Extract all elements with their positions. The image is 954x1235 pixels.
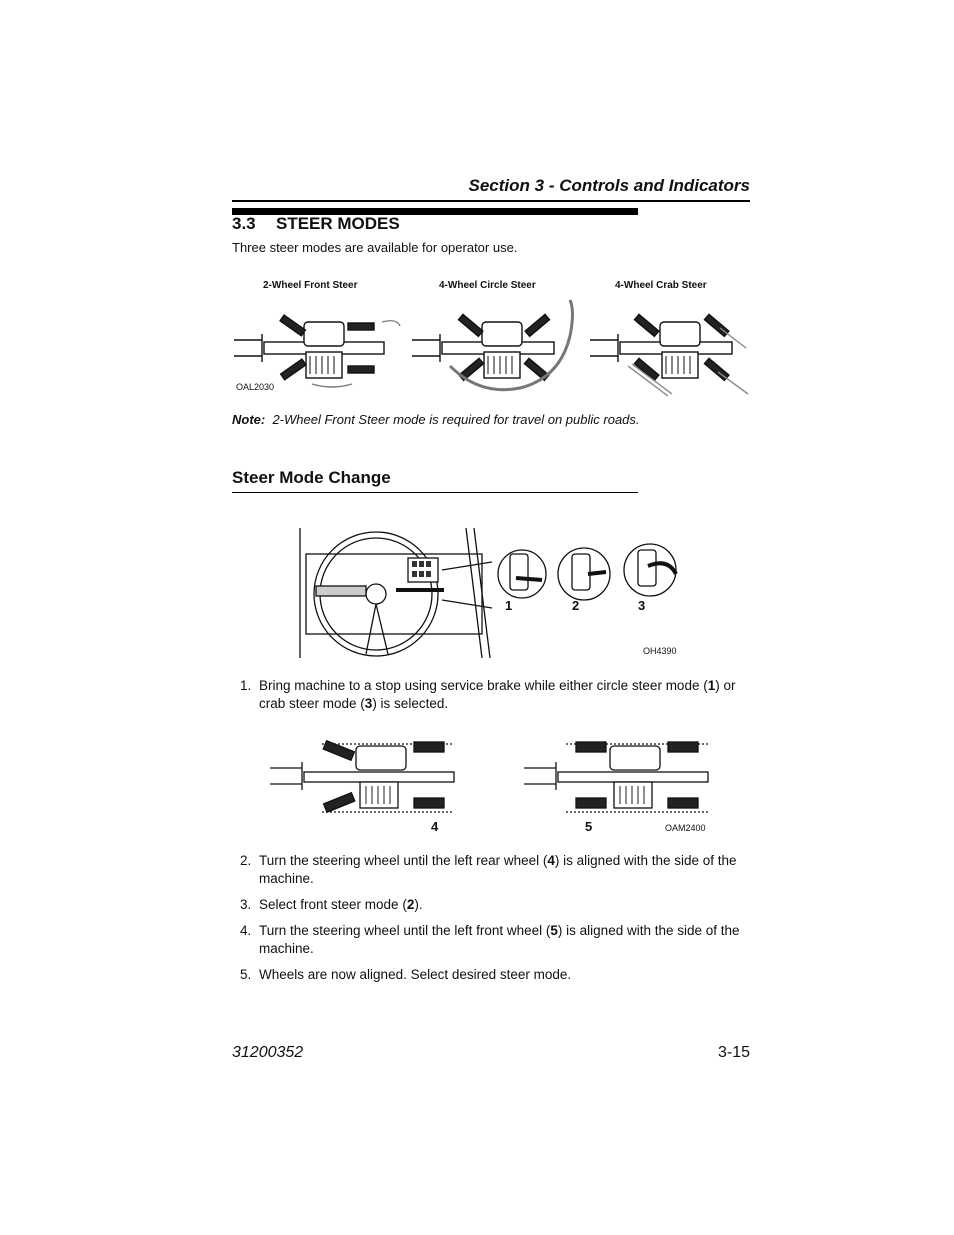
figure2-code: OH4390 xyxy=(643,646,677,656)
section-heading xyxy=(232,214,400,234)
subsection-rule xyxy=(232,492,638,493)
section-header: Section 3 - Controls and Indicators xyxy=(468,176,750,195)
step-1-ref-3: 3 xyxy=(364,695,373,711)
step-3-text-c: ). xyxy=(414,897,423,912)
page-number: 3-15 xyxy=(717,1044,750,1061)
section-title: STEER MODES xyxy=(276,214,400,233)
callout-5: 5 xyxy=(585,819,593,834)
step-4-text-a: Turn the steering wheel until the left front wheel ( xyxy=(259,923,551,938)
callout-2: 2 xyxy=(572,598,580,613)
subsection-heading: Steer Mode Change xyxy=(232,468,391,487)
front-steer-machine xyxy=(234,315,400,387)
step-4 xyxy=(240,922,752,957)
step-2 xyxy=(240,852,752,887)
section-number: 3.3 xyxy=(232,214,256,233)
step-2-text-a: Turn the steering wheel until the left rear wheel ( xyxy=(259,853,548,868)
step-3-number: 3. xyxy=(240,897,252,912)
callout-4: 4 xyxy=(431,819,439,834)
step-3-ref-2: 2 xyxy=(406,897,415,912)
step-4-ref-5: 5 xyxy=(550,923,558,938)
steer-switch-figure xyxy=(296,524,686,658)
note-text: 2-Wheel Front Steer mode is required for travel on public roads. xyxy=(272,412,640,427)
step-2-text-c: ) is aligned with the side of the machine. xyxy=(259,853,737,886)
step-4-number: 4. xyxy=(240,923,252,938)
callout-1: 1 xyxy=(505,598,513,613)
wheel-alignment-figure xyxy=(268,740,718,820)
crab-steer-machine xyxy=(590,314,748,396)
step-4-text-c: ) is aligned with the side of the machine. xyxy=(259,923,740,956)
figure1-label-front-steer: 2-Wheel Front Steer xyxy=(263,280,358,291)
note-label: Note: xyxy=(232,412,266,427)
step-5-text: Wheels are now aligned. Select desired steer mode. xyxy=(259,967,572,982)
figure1-label-circle-steer: 4-Wheel Circle Steer xyxy=(439,280,536,291)
note xyxy=(232,412,640,427)
step-5-number: 5. xyxy=(240,967,252,982)
doc-number: 31200352 xyxy=(232,1044,304,1061)
step-1-text-c: ) or crab steer mode ( xyxy=(259,678,736,711)
figure1-label-crab-steer: 4-Wheel Crab Steer xyxy=(615,280,707,291)
callout-3: 3 xyxy=(638,598,646,613)
step-3-text-a: Select front steer mode ( xyxy=(259,897,407,912)
intro-text: Three steer modes are available for operator use. xyxy=(232,240,518,255)
header-rule xyxy=(232,200,750,202)
step-2-ref-4: 4 xyxy=(547,853,555,868)
step-1-number: 1. xyxy=(240,678,252,693)
steer-modes-figure xyxy=(232,296,752,402)
step-5 xyxy=(240,966,752,984)
figure3-code: OAM2400 xyxy=(665,823,706,833)
circle-steer-machine xyxy=(412,300,573,390)
step-1 xyxy=(240,677,752,712)
step-1-text-a: Bring machine to a stop using service brake while either circle steer mode ( xyxy=(259,678,708,693)
figure1-code: OAL2030 xyxy=(236,382,275,392)
step-1-ref-1: 1 xyxy=(707,678,716,693)
step-2-number: 2. xyxy=(240,853,252,868)
step-1-text-d: ) is selected. xyxy=(372,695,449,711)
step-3 xyxy=(240,896,752,914)
